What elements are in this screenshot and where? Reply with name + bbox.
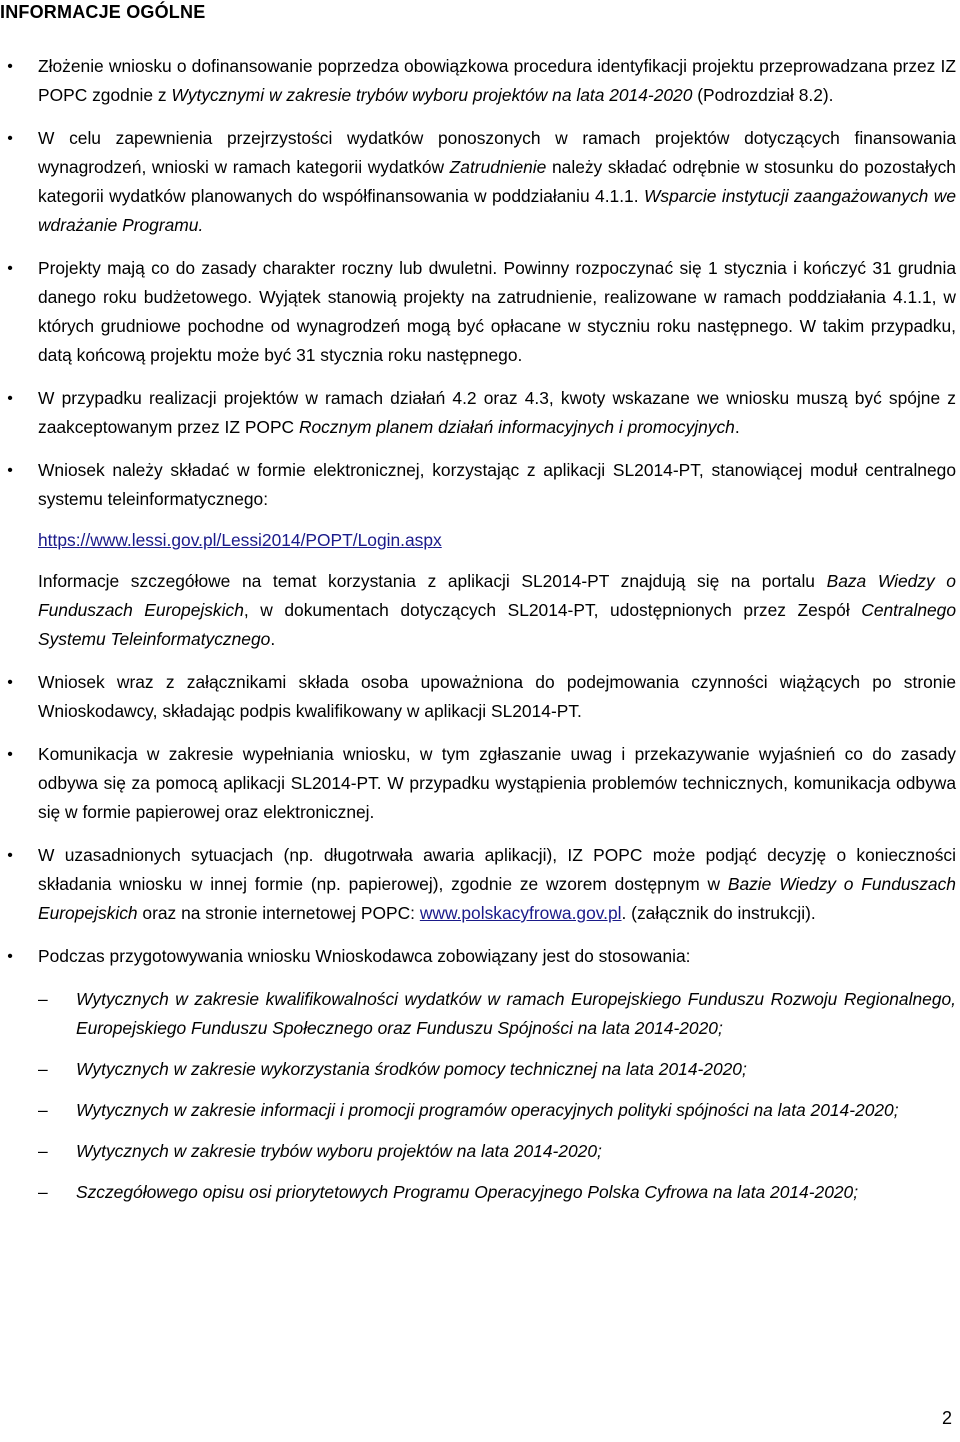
dash-icon: – xyxy=(38,1100,48,1120)
dash-icon: – xyxy=(38,1141,48,1161)
paragraph: W przypadku realizacji projektów w ramach działań 4.2 oraz 4.3, kwoty wskazane we wniosku muszą być spójne z zaakceptowanym przez IZ POPC Rocznym planem działań informacyjnych i promocyjnych. xyxy=(38,388,956,437)
bullet-list xyxy=(0,52,956,1219)
lessi-login-link[interactable]: https://www.lessi.gov.pl/Lessi2014/POPT/Login.aspx xyxy=(38,530,442,550)
list-item xyxy=(0,52,956,110)
list-item xyxy=(0,456,956,654)
section-heading: INFORMACJE OGÓLNE xyxy=(0,2,206,22)
list-item xyxy=(0,668,956,726)
polskacyfrowa-link[interactable]: www.polskacyfrowa.gov.pl xyxy=(419,903,622,923)
bullet-icon: • xyxy=(7,948,13,965)
guideline-item: – Szczegółowego opisu osi priorytetowych Programu Operacyjnego Polska Cyfrowa na lata 2014-2020; xyxy=(0,1178,956,1207)
bullet-icon: • xyxy=(7,847,13,864)
link-paragraph xyxy=(38,526,956,555)
list-item xyxy=(0,740,956,827)
paragraph: Projekty mają co do zasady charakter roczny lub dwuletni. Powinny rozpoczynać się 1 stycznia i kończyć 31 grudnia danego roku budżetowego. Wyjątek stanowią projekty na zatrudnienie, realizowane w ramach poddziałania 4.1.1, w których grudniowe pochodne od wynagrodzeń mogą być opłacane w styczniu roku następnego. W takim przypadku, datą końcową projektu może być 31 stycznia roku następnego. xyxy=(38,258,956,365)
guideline-item: – Wytycznych w zakresie trybów wyboru projektów na lata 2014-2020; xyxy=(0,1137,956,1166)
list-item xyxy=(0,384,956,442)
list-item xyxy=(0,124,956,240)
list-item xyxy=(0,942,956,971)
list-item xyxy=(0,254,956,370)
bullet-icon: • xyxy=(7,260,13,277)
paragraph: Podczas przygotowywania wniosku Wnioskodawca zobowiązany jest do stosowania: xyxy=(38,946,691,966)
bullet-icon: • xyxy=(7,674,13,691)
dash-icon: – xyxy=(38,989,48,1009)
paragraph: Komunikacja w zakresie wypełniania wniosku, w tym zgłaszanie uwag i przekazywanie wyjaśnień co do zasady odbywa się za pomocą aplikacji SL2014-PT. W przypadku wystąpienia problemów technicznych, komunikacja odbywa się w formie papierowej oraz elektronicznej. xyxy=(38,744,956,822)
bullet-icon: • xyxy=(7,58,13,75)
paragraph: Wniosek wraz z załącznikami składa osoba upoważniona do podejmowania czynności wiążących po stronie Wnioskodawcy, składając podpis kwalifikowany w aplikacji SL2014-PT. xyxy=(38,672,956,721)
dash-icon: – xyxy=(38,1059,48,1079)
bullet-icon: • xyxy=(7,746,13,763)
dash-icon: – xyxy=(38,1182,48,1202)
guideline-item: – Wytycznych w zakresie kwalifikowalności wydatków w ramach Europejskiego Funduszu Rozwoju Regionalnego, Europejskiego Funduszu Społecznego oraz Funduszu Spójności na lata 2014-2020; xyxy=(0,985,956,1043)
list-item xyxy=(0,841,956,928)
bullet-icon: • xyxy=(7,130,13,147)
bullet-icon: • xyxy=(7,390,13,407)
bullet-icon: • xyxy=(7,462,13,479)
guideline-item: – Wytycznych w zakresie wykorzystania środków pomocy technicznej na lata 2014-2020; xyxy=(0,1055,956,1084)
guideline-item: – Wytycznych w zakresie informacji i promocji programów operacyjnych polityki spójności na lata 2014-2020; xyxy=(0,1096,956,1125)
paragraph: Informacje szczegółowe na temat korzystania z aplikacji SL2014-PT znajdują się na portalu Baza Wiedzy o Funduszach Europejskich, w dokumentach dotyczących SL2014-PT, udostępnionych przez Zespół Centralnego Systemu Teleinformatycznego. xyxy=(38,571,957,649)
paragraph: W uzasadnionych sytuacjach (np. długotrwała awaria aplikacji), IZ POPC może podjąć decyzję o konieczności składania wniosku w innej formie (np. papierowej), zgodnie ze wzorem dostępnym w Bazie Wiedzy o Funduszach Europejskich oraz na stronie internetowej POPC: www.polskacyfrowa.gov.pl. (załącznik do instrukcji). xyxy=(38,845,956,923)
page-number: 2 xyxy=(941,1408,952,1428)
paragraph: W celu zapewnienia przejrzystości wydatków ponoszonych w ramach projektów dotyczących finansowania wynagrodzeń, wnioski w ramach kategorii wydatków Zatrudnienie należy składać odrębnie w stosunku do pozostałych kategorii wydatków planowanych do współfinansowania w poddziałaniu 4.1.1. Wsparcie instytucji zaangażowanych we wdrażanie Programu. xyxy=(38,128,957,235)
paragraph: Złożenie wniosku o dofinansowanie poprzedza obowiązkowa procedura identyfikacji projektu przeprowadzana przez IZ POPC zgodnie z Wytycznymi w zakresie trybów wyboru projektów na lata 2014-2020 (Podrozdział 8.2). xyxy=(38,56,956,105)
paragraph: Wniosek należy składać w formie elektronicznej, korzystając z aplikacji SL2014-PT, stanowiącej moduł centralnego systemu teleinformatycznego: xyxy=(38,460,956,509)
